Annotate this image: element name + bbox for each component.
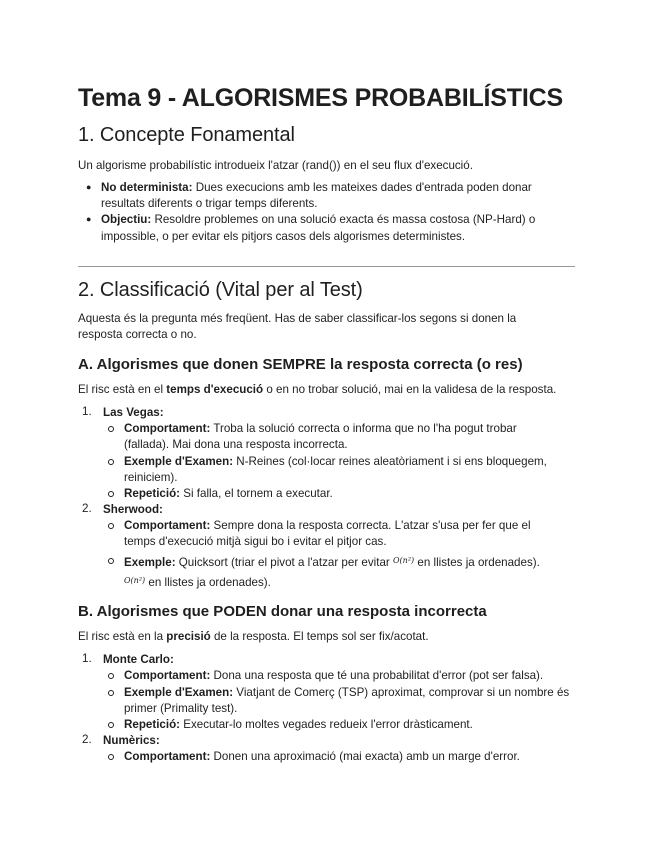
monte-carlo-repeticio: Repetició: Executar-lo moltes vegades redueix l'error dràsticament. [124, 718, 473, 731]
document-title: Tema 9 - ALGORISMES PROBABILÍSTICS [78, 84, 563, 112]
list-number: 2. [82, 502, 92, 515]
math-formula: O(n²) [124, 576, 146, 585]
circle-bullet-icon [108, 558, 114, 564]
list-number: 1. [82, 652, 92, 665]
horizontal-divider [78, 266, 575, 267]
sherwood-comportament-cont: temps d'execució mitjà sigui bo i evitar el pitjor cas. [124, 535, 387, 548]
math-formula: O(n²) [392, 556, 415, 565]
circle-bullet-icon [108, 754, 114, 760]
list-number: 1. [82, 405, 92, 418]
numerics-label: Numèrics: [103, 734, 160, 747]
bullet-objectiu-cont: impossible, o per evitar els pitjors casos dels algorismes deterministes. [101, 230, 466, 243]
monte-carlo-label: Monte Carlo: [103, 653, 174, 666]
subsection-b-intro: El risc està en la precisió de la resposta. El temps sol ser fix/acotat. [78, 630, 429, 643]
monte-carlo-comportament: Comportament: Dona una resposta que té una probabilitat d'error (pot ser falsa). [124, 669, 544, 682]
subsection-b-heading: B. Algorismes que PODEN donar una resposta incorrecta [78, 603, 487, 620]
numerics-comportament: Comportament: Donen una aproximació (mai exacta) amb un marge d'error. [124, 750, 520, 763]
list-number: 2. [82, 733, 92, 746]
monte-carlo-exemple-cont: primer (Primality test). [124, 702, 238, 715]
circle-bullet-icon [108, 459, 114, 465]
circle-bullet-icon [108, 491, 114, 497]
sherwood-comportament: Comportament: Sempre dona la resposta correcta. L'atzar s'usa per fer que el [124, 519, 531, 532]
circle-bullet-icon [108, 523, 114, 529]
section-1-intro: Un algorisme probabilístic introdueix l'atzar (rand()) en el seu flux d'execució. [78, 159, 473, 172]
las-vegas-comportament-cont: (fallada). Mai dona una resposta incorrecta. [124, 438, 348, 451]
section-2-intro-cont: resposta correcta o no. [78, 328, 197, 341]
circle-bullet-icon [108, 673, 114, 679]
bullet-no-determinista-cont: resultats diferents o trigar temps diferents. [101, 197, 318, 210]
bullet-objectiu: Objectiu: Resoldre problemes on una solució exacta és massa costosa (NP-Hard) o [101, 213, 536, 226]
circle-bullet-icon [108, 690, 114, 696]
bullet-no-determinista: No determinista: Dues execucions amb les mateixes dades d'entrada poden donar [101, 181, 532, 194]
section-2-intro: Aquesta és la pregunta més freqüent. Has de saber classificar-los segons si donen la [78, 312, 517, 325]
sherwood-exemple: Exemple: Quicksort (triar el pivot a l'atzar per evitar $^{O(n^2)}$ en llistes ja ordenades). [124, 556, 540, 569]
las-vegas-label: Las Vegas: [103, 406, 164, 419]
circle-bullet-icon [108, 722, 114, 728]
bullet-icon: ● [86, 214, 92, 224]
sherwood-exemple-cont: $^{O(n^2)}$ en llistes ja ordenades). [124, 576, 271, 589]
bullet-icon: ● [86, 182, 92, 192]
subsection-a-intro: El risc està en el temps d'execució o en no trobar solució, mai en la validesa de la resposta. [78, 383, 557, 396]
las-vegas-exemple: Exemple d'Examen: N-Reines (col·locar reines aleatòriament i si ens bloquegem, [124, 455, 547, 468]
las-vegas-exemple-cont: reiniciem). [124, 471, 178, 484]
monte-carlo-exemple: Exemple d'Examen: Viatjant de Comerç (TSP) aproximat, comprovar si un nombre és [124, 686, 570, 699]
section-2-heading: 2. Classificació (Vital per al Test) [78, 279, 363, 301]
subsection-a-heading: A. Algorismes que donen SEMPRE la resposta correcta (o res) [78, 356, 523, 373]
section-1-heading: 1. Concepte Fonamental [78, 124, 295, 146]
las-vegas-comportament: Comportament: Troba la solució correcta o informa que no l'ha pogut trobar [124, 422, 517, 435]
las-vegas-repeticio: Repetició: Si falla, el tornem a executar. [124, 487, 333, 500]
sherwood-label: Sherwood: [103, 503, 163, 516]
circle-bullet-icon [108, 426, 114, 432]
